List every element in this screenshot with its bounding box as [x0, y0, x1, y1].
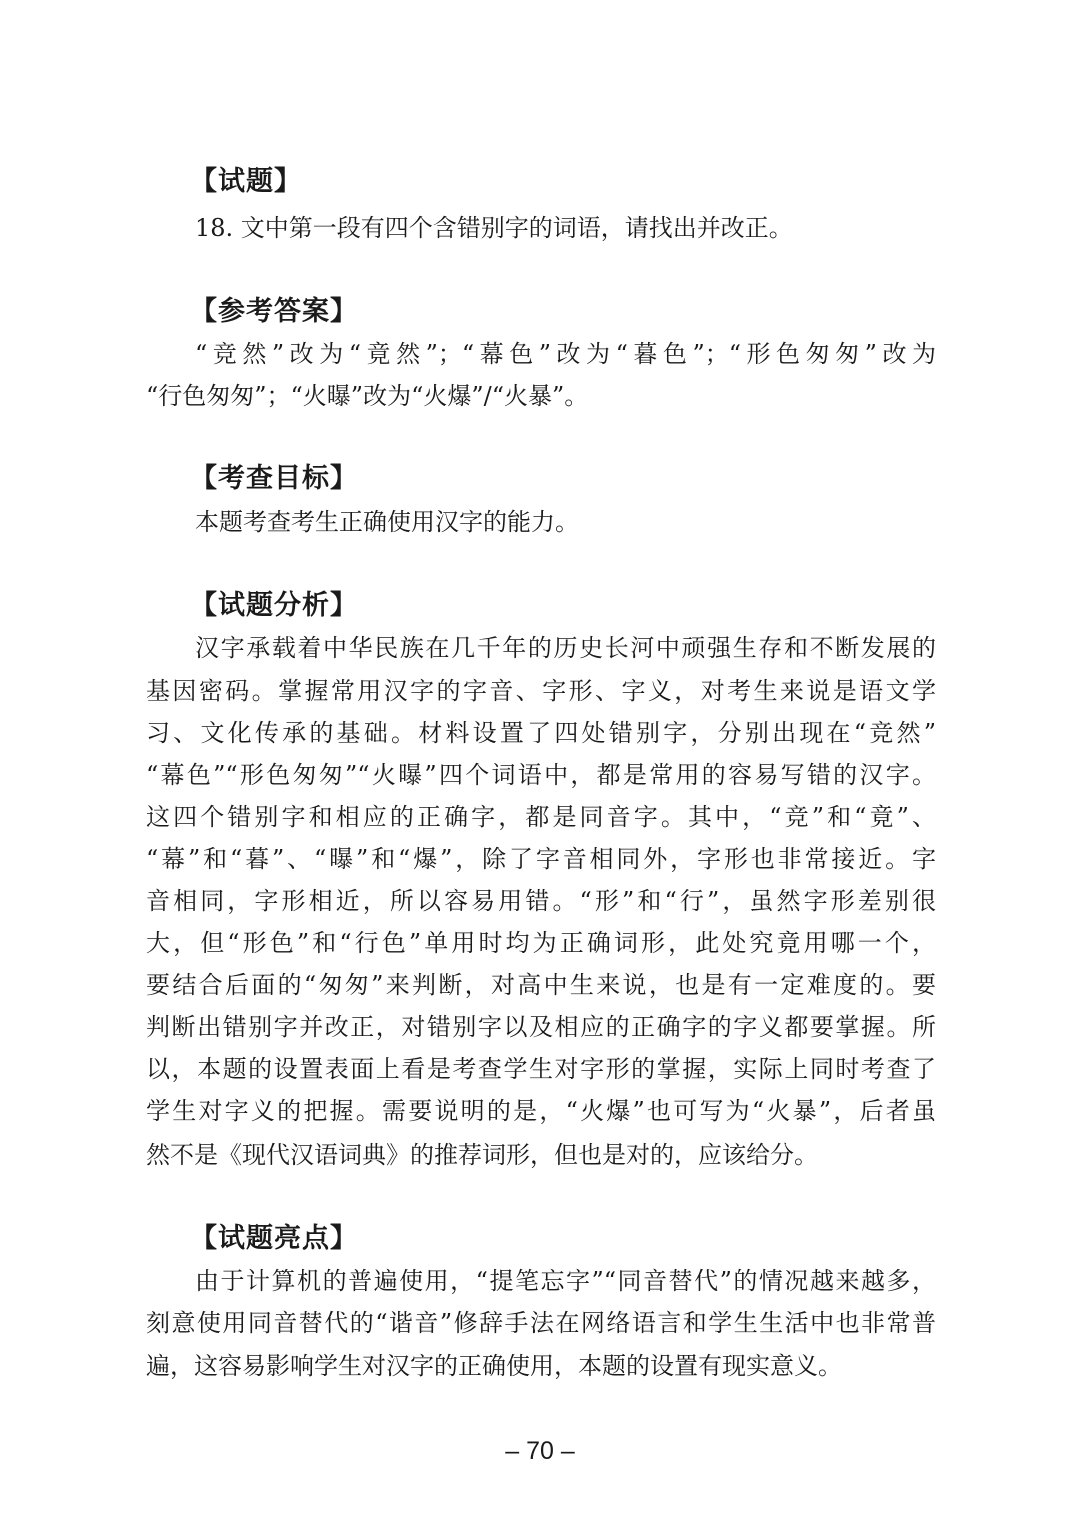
analysis-line: “幕色”“形色匆匆”“火曝”四个词语中，都是常用的容易写错的汉字。	[146, 761, 936, 789]
section-heading-highlights: 【试题亮点】	[190, 1223, 358, 1254]
analysis-line: 习、文化传承的基础。材料设置了四处错别字，分别出现在“竞然”	[146, 719, 936, 747]
analysis-line: 基因密码。掌握常用汉字的字音、字形、字义，对考生来说是语文学	[146, 677, 936, 705]
section-heading-answer: 【参考答案】	[190, 296, 358, 327]
analysis-line: 大，但“形色”和“行色”单用时均为正确词形，此处究竟用哪一个，	[146, 929, 936, 957]
analysis-line: 以，本题的设置表面上看是考查学生对字形的掌握，实际上同时考查了	[146, 1055, 936, 1083]
answer-line: “行色匆匆”；“火曝”改为“火爆”/“火暴”。	[146, 382, 589, 410]
highlights-line: 遍，这容易影响学生对汉字的正确使用，本题的设置有现实意义。	[146, 1352, 842, 1380]
page-number: – 70 –	[505, 1437, 575, 1465]
objective-text: 本题考查考生正确使用汉字的能力。	[195, 508, 579, 536]
analysis-line: “幕”和“暮”、“曝”和“爆”，除了字音相同外，字形也非常接近。字	[146, 845, 936, 873]
section-heading-objective: 【考查目标】	[190, 463, 358, 494]
question-text: 18. 文中第一段有四个含错别字的词语，请找出并改正。	[195, 214, 793, 242]
analysis-line: 然不是《现代汉语词典》的推荐词形，但也是对的，应该给分。	[146, 1141, 818, 1169]
answer-line: “竞然”改为“竟然”；“幕色”改为“暮色”；“形色匆匆”改为	[195, 340, 936, 368]
highlights-line: 由于计算机的普遍使用，“提笔忘字”“同音替代”的情况越来越多，	[195, 1267, 936, 1295]
analysis-line: 要结合后面的“匆匆”来判断，对高中生来说，也是有一定难度的。要	[146, 971, 936, 999]
section-heading-analysis: 【试题分析】	[190, 590, 358, 621]
section-heading-question: 【试题】	[190, 166, 302, 197]
highlights-line: 刻意使用同音替代的“谐音”修辞手法在网络语言和学生生活中也非常普	[146, 1309, 936, 1337]
analysis-line: 学生对字义的把握。需要说明的是，“火爆”也可写为“火暴”，后者虽	[146, 1097, 936, 1125]
analysis-line: 音相同，字形相近，所以容易用错。“形”和“行”，虽然字形差别很	[146, 887, 936, 915]
analysis-line: 判断出错别字并改正，对错别字以及相应的正确字的字义都要掌握。所	[146, 1013, 936, 1041]
analysis-line: 汉字承载着中华民族在几千年的历史长河中顽强生存和不断发展的	[195, 634, 936, 662]
analysis-line: 这四个错别字和相应的正确字，都是同音字。其中，“竞”和“竟”、	[146, 803, 936, 831]
